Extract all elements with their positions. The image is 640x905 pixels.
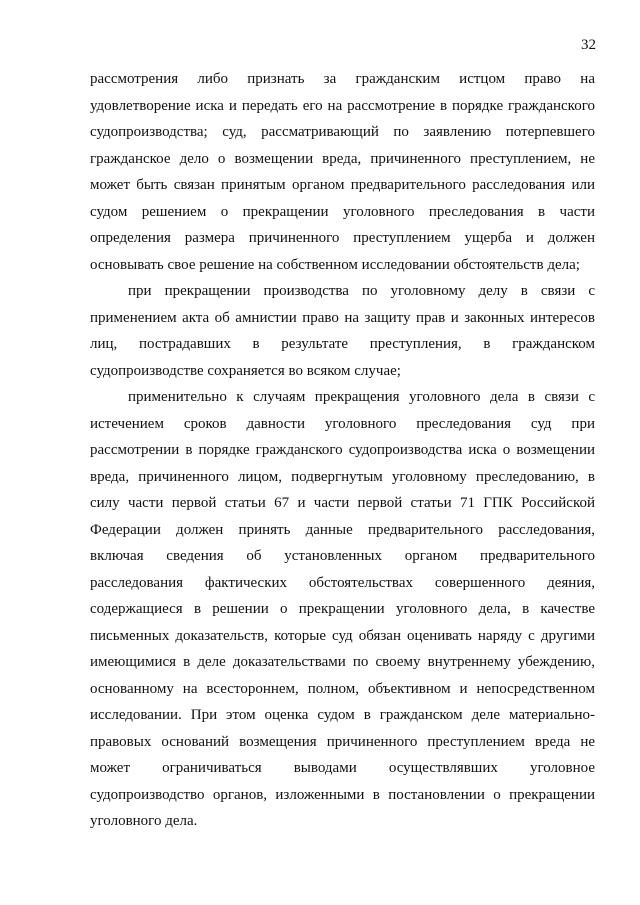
page-number: 32 — [581, 37, 596, 53]
text-line: удовлетворение иска и передать его на рассмотрение в порядке гражданского — [90, 97, 595, 114]
text-line: основанному на всестороннем, полном, объективном и непосредственном — [90, 680, 595, 697]
text-line: судопроизводство органов, изложенными в постановлении о прекращении — [90, 786, 595, 803]
text-line: рассмотрении в порядке гражданского судопроизводства иска о возмещении — [90, 442, 595, 458]
text-line: силу части первой статьи 67 и части первой статьи 71 ГПК Российской — [90, 495, 595, 511]
paragraph — [90, 278, 595, 384]
text-line: определения размера причиненного преступлением ущерба и должен — [90, 230, 595, 246]
text-line: имеющимися в деле доказательствами по своему внутреннему убеждению, — [90, 654, 595, 670]
text-line: уголовного дела. — [90, 813, 198, 829]
text-line: вреда, причиненного лицом, подвергнутым уголовному преследованию, в — [90, 468, 595, 485]
text-line: лиц, пострадавших в результате преступления, в гражданском — [90, 336, 595, 352]
text-line: Федерации должен принять данные предварительного расследования, — [90, 521, 595, 538]
text-line: письменных доказательств, которые суд обязан оценивать наряду с другими — [90, 627, 595, 644]
text-line: при прекращении производства по уголовному делу в связи с — [128, 283, 595, 299]
text-line: исследовании. При этом оценка судом в гражданском деле материально- — [90, 707, 595, 723]
text-line: применительно к случаям прекращения уголовного дела в связи с — [128, 389, 595, 405]
body-text — [90, 66, 595, 835]
text-line: судом решением о прекращении уголовного преследования в части — [90, 203, 595, 220]
text-line: может быть связан принятым органом предварительного расследования или — [90, 177, 595, 193]
text-line: может ограничиваться выводами осуществлявших уголовное — [90, 760, 595, 776]
text-line: основывать свое решение на собственном исследовании обстоятельств дела; — [90, 256, 580, 273]
text-line: включая сведения об установленных органом предварительного — [90, 548, 595, 564]
text-line: судопроизводства; суд, рассматривающий по заявлению потерпевшего — [90, 124, 595, 140]
text-line: истечением сроков давности уголовного преследования суд при — [90, 415, 595, 432]
paragraph — [90, 384, 595, 835]
text-line: содержащиеся в решении о прекращении уголовного дела, в качестве — [90, 601, 595, 617]
text-line: расследования фактических обстоятельствах совершенного деяния, — [90, 574, 595, 591]
text-line: судопроизводстве сохраняется во всяком случае; — [90, 362, 401, 379]
text-line: рассмотрения либо признать за гражданским истцом право на — [90, 71, 595, 87]
paragraph — [90, 66, 595, 278]
text-line: правовых оснований возмещения причиненного преступлением вреда не — [90, 733, 595, 750]
text-line: применением акта об амнистии право на защиту прав и законных интересов — [90, 309, 595, 326]
text-line: гражданское дело о возмещении вреда, причиненного преступлением, не — [90, 150, 595, 167]
